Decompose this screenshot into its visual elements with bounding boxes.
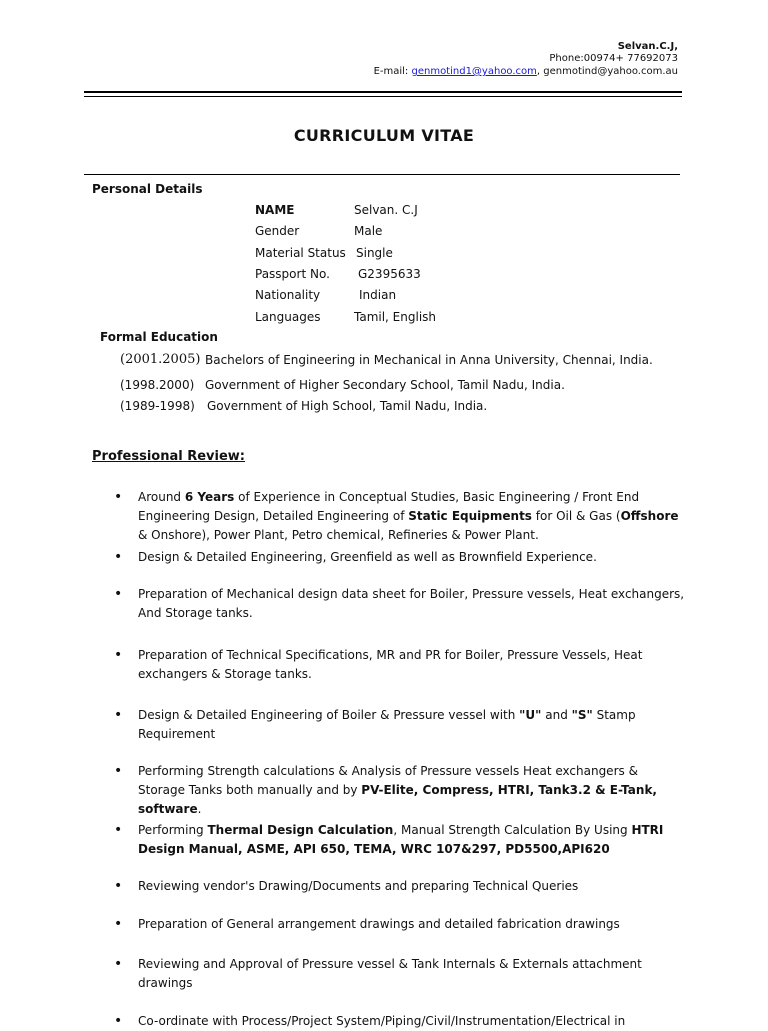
review-item <box>138 955 688 993</box>
contact-email <box>374 66 678 78</box>
title-divider <box>84 174 680 175</box>
personal-detail-value: Tamil, English <box>354 310 437 324</box>
review-item <box>138 488 688 545</box>
review-item <box>138 877 688 896</box>
review-item-emphasis: PV-Elite, Compress, HTRI, Tank3.2 & E-Tank, software <box>138 783 657 816</box>
email-link[interactable]: genmotind1@yahoo.com <box>411 66 537 77</box>
review-item-text: Preparation of General arrangement drawings and detailed fabrication drawings <box>138 917 620 931</box>
review-item-text: Stamp Requirement <box>138 708 636 741</box>
review-item-emphasis: "U" <box>519 708 542 722</box>
personal-details-heading: Personal Details <box>92 182 203 196</box>
review-item-text: Around <box>138 490 185 504</box>
contact-name: Selvan.C.J, <box>617 41 678 52</box>
review-item-text: Performing <box>138 823 208 837</box>
review-item-text: Design & Detailed Engineering, Greenfield as well as Brownfield Experience. <box>138 550 597 564</box>
review-item-emphasis: Offshore <box>620 509 679 523</box>
review-item-emphasis: Static Equipments <box>408 509 532 523</box>
bullet-icon: • <box>114 763 123 779</box>
review-item-text: of Experience in Conceptual Studies, Basic Engineering / Front End Engineering Design, Detailed Engineering of <box>138 490 640 523</box>
bullet-icon: • <box>114 586 123 602</box>
bullet-icon: • <box>114 956 123 972</box>
personal-detail-value: Selvan. C.J <box>354 203 418 217</box>
bullet-icon: • <box>114 916 123 932</box>
review-item-text: Performing Strength calculations & Analysis of Pressure vessels Heat exchangers & Storage Tanks both manually and by <box>138 764 638 797</box>
personal-detail-label: Material Status <box>255 246 346 260</box>
review-item <box>138 821 688 859</box>
education-year: (2001.2005) <box>120 352 201 367</box>
review-item-emphasis: HTRI Design Manual, ASME, API 650, TEMA, WRC 107&297, PD5500,API620 <box>138 823 664 856</box>
education-entry: Government of High School, Tamil Nadu, India. <box>207 399 488 413</box>
bullet-icon: • <box>114 878 123 894</box>
personal-detail-label: Gender <box>255 224 300 238</box>
review-item-text: Reviewing and Approval of Pressure vessel & Tank Internals & Externals attachment drawings <box>138 957 642 990</box>
personal-detail-value: Male <box>354 224 383 238</box>
email-secondary: , genmotind@yahoo.com.au <box>536 66 678 77</box>
bullet-icon: • <box>114 1013 123 1029</box>
review-item-text: Preparation of Technical Specifications, MR and PR for Boiler, Pressure Vessels, Heat exchangers & Storage tanks. <box>138 648 643 681</box>
personal-detail-value: G2395633 <box>358 267 421 281</box>
header-rule-bottom <box>84 96 682 97</box>
review-item-emphasis: "S" <box>571 708 593 722</box>
review-item-text: for Oil & Gas ( <box>531 509 621 523</box>
review-item <box>138 1012 688 1031</box>
bullet-icon: • <box>114 647 123 663</box>
contact-phone: Phone:00974+ 77692073 <box>549 53 678 64</box>
review-item <box>138 548 688 567</box>
bullet-icon: • <box>114 707 123 723</box>
education-entry: Government of Higher Secondary School, Tamil Nadu, India. <box>205 378 565 392</box>
education-year: (1989-1998) <box>120 399 195 413</box>
personal-detail-label: Passport No. <box>255 267 330 281</box>
header-rule-top <box>84 91 682 93</box>
review-item-emphasis: 6 Years <box>184 490 235 504</box>
education-entry: Bachelors of Engineering in Mechanical in Anna University, Chennai, India. <box>205 353 653 367</box>
personal-detail-label: Nationality <box>255 288 321 302</box>
review-item <box>138 706 688 744</box>
review-item-text: and <box>541 708 572 722</box>
formal-education-heading: Formal Education <box>100 330 218 344</box>
review-item-text: Preparation of Mechanical design data sheet for Boiler, Pressure vessels, Heat exchangers, And Storage tanks. <box>138 587 685 620</box>
review-item <box>138 585 688 623</box>
bullet-icon: • <box>114 822 123 838</box>
review-item <box>138 915 688 934</box>
page-title: CURRICULUM VITAE <box>293 126 475 145</box>
bullet-icon: • <box>114 489 123 505</box>
review-item-emphasis: Thermal Design Calculation <box>207 823 394 837</box>
personal-detail-value: Indian <box>359 288 397 302</box>
review-item-text: Co-ordinate with Process/Project System/Piping/Civil/Instrumentation/Electrical in <box>138 1014 626 1028</box>
review-item <box>138 646 688 684</box>
review-item-text: Reviewing vendor's Drawing/Documents and preparing Technical Queries <box>138 879 579 893</box>
review-item-text: & Onshore), Power Plant, Petro chemical, Refineries & Power Plant. <box>138 528 539 542</box>
professional-review-heading: Professional Review: <box>92 449 245 464</box>
personal-detail-value: Single <box>356 246 393 260</box>
bullet-icon: • <box>114 549 123 565</box>
review-item-text: Design & Detailed Engineering of Boiler & Pressure vessel with <box>138 708 520 722</box>
review-item-text: . <box>197 802 202 816</box>
review-item <box>138 762 688 819</box>
personal-detail-label: Languages <box>255 310 321 324</box>
education-year: (1998.2000) <box>120 378 195 392</box>
review-item-text: , Manual Strength Calculation By Using <box>393 823 632 837</box>
personal-detail-label: NAME <box>255 203 295 217</box>
email-label: E-mail: <box>373 66 409 77</box>
